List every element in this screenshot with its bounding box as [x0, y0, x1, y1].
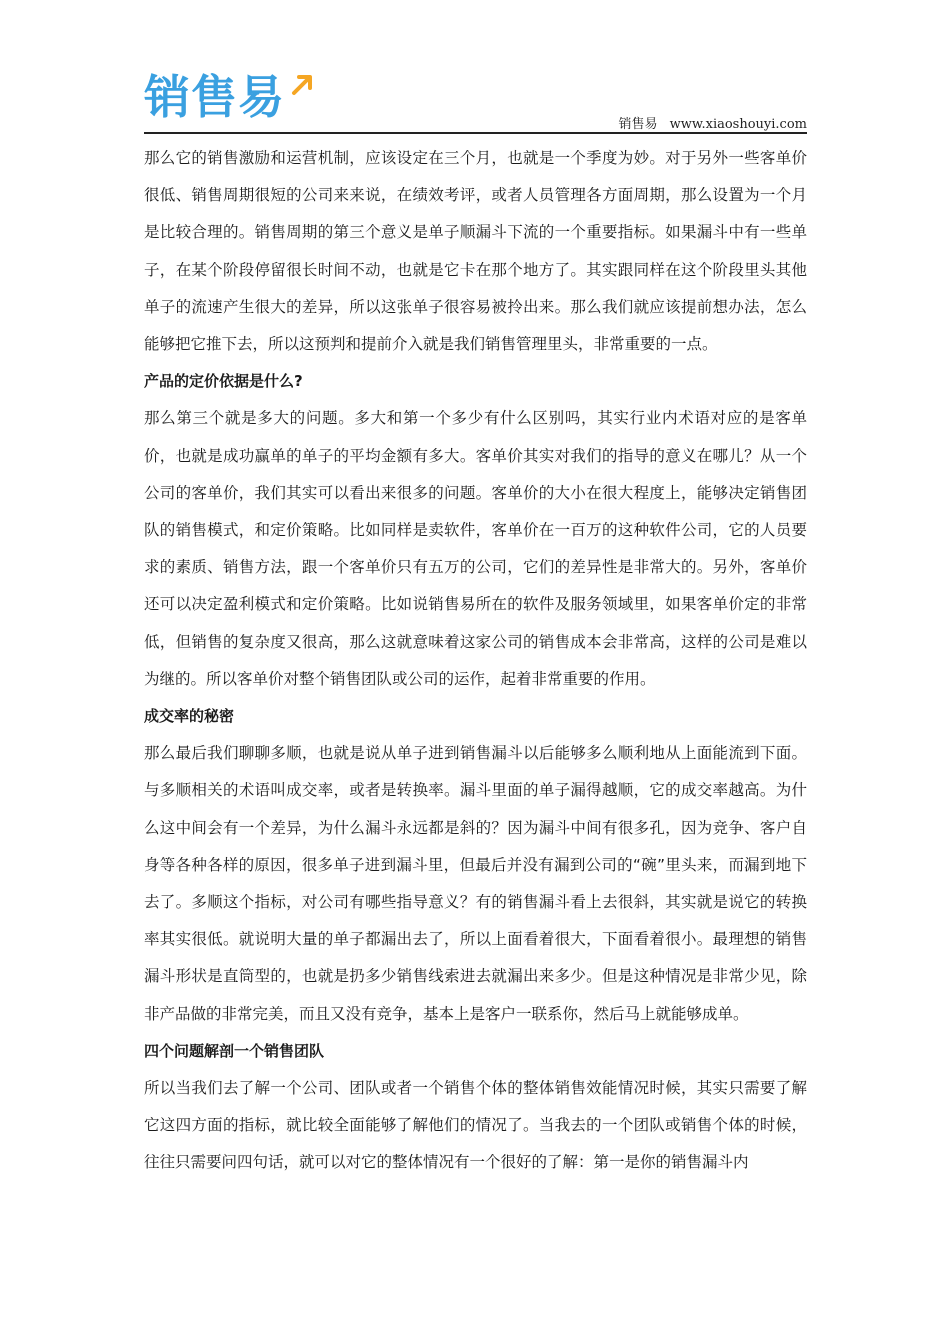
- section-heading: 产品的定价依据是什么?: [144, 372, 303, 391]
- paragraph: 所以当我们去了解一个公司、团队或者一个销售个体的整体销售效能情况时候，其实只需要了解它这四方面的指标，就比较全面能够了解他们的情况了。当我去的一个团队或销售个体的时候，往往只需要问四句话，就可以对它的整体情况有一个很好的了解：第一是你的销售漏斗内: [144, 1079, 807, 1172]
- logo-text: 销售易: [144, 70, 285, 124]
- paragraph: 那么第三个就是多大的问题。多大和第一个多少有什么区别吗，其实行业内术语对应的是客单价，也就是成功赢单的单子的平均金额有多大。客单价其实对我们的指导的意义在哪儿？从一个公司的客单价，我们其实可以看出来很多的问题。客单价的大小在很大程度上，能够决定销售团队的销售模式，和定价策略。比如同样是卖软件，客单价在一百万的这种软件公司，它的人员要求的素质、销售方法，跟一个客单价只有五万的公司，它们的差异性是非常大的。另外，客单价还可以决定盈利模式和定价策略。比如说销售易所在的软件及服务领域里，如果客单价定的非常低，但销售的复杂度又很高，那么这就意味着这家公司的销售成本会非常高，这样的公司是难以为继的。所以客单价对整个销售团队或公司的运作，起着非常重要的作用。: [144, 409, 807, 688]
- page-header: [144, 64, 807, 134]
- header-divider: [144, 132, 807, 134]
- site-url: www.xiaoshouyi.com: [669, 117, 807, 132]
- section-heading: 四个问题解剖一个销售团队: [144, 1041, 325, 1060]
- site-info: [618, 113, 807, 132]
- site-name: 销售易: [618, 117, 658, 132]
- arrow-up-right-icon: [289, 72, 315, 98]
- paragraph: 那么它的销售激励和运营机制，应该设定在三个月，也就是一个季度为妙。对于另外一些客单价很低、销售周期很短的公司来来说，在绩效考评，或者人员管理各方面周期，那么设置为一个月是比较合理的。销售周期的第三个意义是单子顺漏斗下流的一个重要指标。如果漏斗中有一些单子，在某个阶段停留很长时间不动，也就是它卡在那个地方了。其实跟同样在这个阶段里头其他单子的流速产生很大的差异，所以这张单子很容易被拎出来。那么我们就应该提前想办法，怎么能够把它推下去，所以这预判和提前介入就是我们销售管理里头，非常重要的一点。: [144, 149, 807, 354]
- section-heading: 成交率的秘密: [144, 707, 235, 726]
- document-body: [144, 140, 807, 1182]
- brand-logo: [144, 68, 315, 128]
- paragraph: 那么最后我们聊聊多顺，也就是说从单子进到销售漏斗以后能够多么顺利地从上面能流到下面。与多顺相关的术语叫成交率，或者是转换率。漏斗里面的单子漏得越顺，它的成交率越高。为什么这中间会有一个差异，为什么漏斗永远都是斜的？因为漏斗中间有很多孔，因为竞争、客户自身等各种各样的原因，很多单子进到漏斗里，但最后并没有漏到公司的“碗”里头来，而漏到地下去了。多顺这个指标，对公司有哪些指导意义？有的销售漏斗看上去很斜，其实就是说它的转换率其实很低。就说明大量的单子都漏出去了，所以上面看着很大，下面看着很小。最理想的销售漏斗形状是直筒型的，也就是扔多少销售线索进去就漏出来多少。但是这种情况是非常少见，除非产品做的非常完美，而且又没有竞争，基本上是客户一联系你，然后马上就能够成单。: [144, 744, 807, 1023]
